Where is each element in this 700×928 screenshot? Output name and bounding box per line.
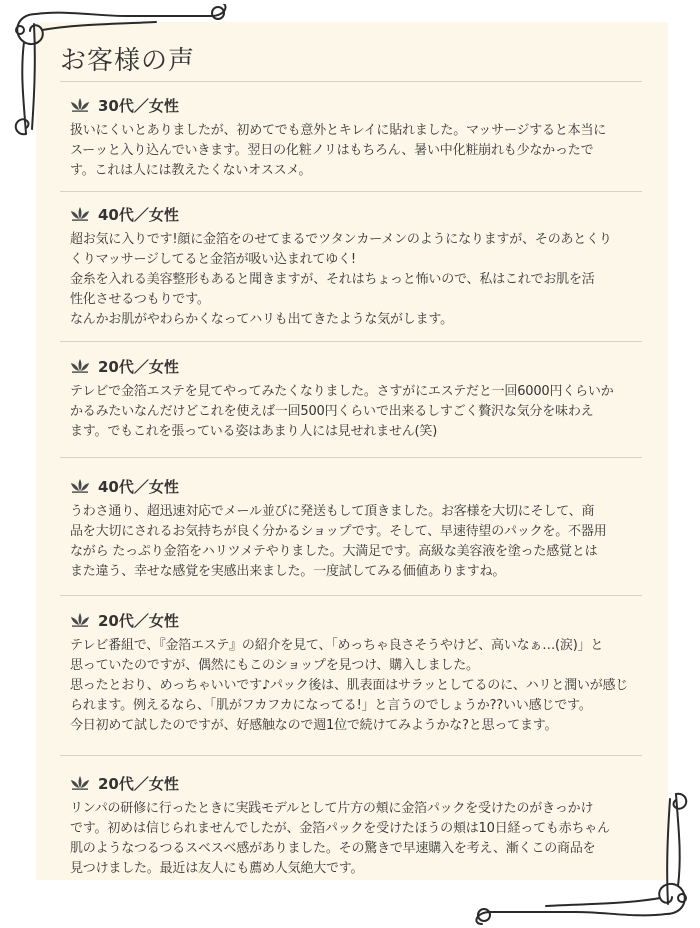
- review-item: [70, 204, 640, 330]
- review-line: かるみたいなんだけどこれを使えば一回500円くらいで出来るしすごく贅沢な気分を味わえ: [70, 404, 594, 419]
- review-line: ながら たっぷり金箔をハリツメテやりました。大満足です。高級な美容液を塗った感覚とは: [70, 544, 598, 559]
- reviewer-age-gender: 40代／女性: [98, 477, 179, 496]
- reviewer-age-gender: 20代／女性: [98, 357, 179, 376]
- review-line: す。これは人には教えたくないオススメ。: [70, 163, 312, 178]
- review-line: 肌のようなつるつるスベスベ感がありました。その驚きで早速購入を考え、漸くこの商品を: [70, 841, 596, 856]
- review-heading: [70, 610, 640, 630]
- review-item: [70, 95, 640, 181]
- review-line: 品を大切にされるお気持ちが良く分かるショップです。そして、早速待望のパックを。不器用: [70, 524, 607, 539]
- review-heading: [70, 356, 640, 376]
- review-heading: [70, 773, 640, 793]
- reviewer-age-gender: 20代／女性: [98, 611, 179, 630]
- review-text: [70, 230, 640, 330]
- review-line: テレビで金箔エステを見てやってみたくなりました。さすがにエステだと一回6000円くらいか: [70, 384, 614, 399]
- divider: [60, 595, 642, 596]
- review-text: [70, 502, 640, 582]
- review-line: テレビ番組で、『金箔エステ』の紹介を見て、「めっちゃ良さそうやけど、高いなぁ…(涙)」と: [70, 638, 604, 653]
- review-text: [70, 799, 640, 879]
- review-heading: [70, 95, 640, 115]
- reviewer-age-gender: 40代／女性: [98, 205, 179, 224]
- review-heading: [70, 476, 640, 496]
- reviewer-age-gender: 20代／女性: [98, 774, 179, 793]
- review-line: なんかお肌がやわらかくなってハリも出てきたような気がします。: [70, 312, 453, 327]
- lotus-icon: [70, 613, 90, 627]
- divider: [60, 341, 642, 342]
- review-line: くりマッサージしてると金箔が吸い込まれてゆく!: [70, 252, 356, 267]
- lotus-icon: [70, 359, 90, 373]
- lotus-icon: [70, 207, 90, 221]
- lotus-icon: [70, 98, 90, 112]
- review-heading: [70, 204, 640, 224]
- page-title: お客様の声: [60, 46, 196, 76]
- review-line: スーッと入り込んでいきます。翌日の化粧ノリはもちろん、暑い中化粧崩れも少なかったで: [70, 143, 594, 158]
- review-item: [70, 773, 640, 879]
- review-line: ます。でもこれを張っている姿はあまり人には見せれません(笑): [70, 424, 438, 439]
- review-text: [70, 636, 640, 736]
- review-item: [70, 476, 640, 582]
- review-line: うわさ通り、超迅速対応でメール並びに発送もして頂きました。お客様を大切にそして、商: [70, 504, 595, 519]
- review-line: 金糸を入れる美容整形もあると聞きますが、それはちょっと怖いので、私はこれでお肌を活: [70, 272, 595, 287]
- review-item: [70, 356, 640, 442]
- divider: [60, 755, 642, 756]
- review-line: 見つけました。最近は友人にも薦め人気絶大です。: [70, 861, 364, 876]
- review-line: また違う、幸せな感覚を実感出来ました。一度試してみる価値ありますね。: [70, 564, 506, 579]
- review-line: 扱いにくいとありましたが、初めてでも意外とキレイに貼れました。マッサージすると本当に: [70, 123, 607, 138]
- review-item: [70, 610, 640, 736]
- review-line: られます。例えるなら、「肌がフカフカになってる!」と言うのでしょうか??いい感じです。: [70, 698, 592, 713]
- lotus-icon: [70, 776, 90, 790]
- divider: [60, 81, 642, 82]
- reviewer-age-gender: 30代／女性: [98, 96, 179, 115]
- review-text: [70, 382, 640, 442]
- lotus-icon: [70, 479, 90, 493]
- review-line: 今日初めて試したのですが、好感触なので週1位で続けてみようかな?と思ってます。: [70, 718, 558, 733]
- divider: [60, 191, 642, 192]
- review-line: リンパの研修に行ったときに実践モデルとして片方の頬に金箔パックを受けたのがきっかけ: [70, 801, 594, 816]
- review-line: です。初めは信じられませんでしたが、金箔パックを受けたほうの頬は10日経っても赤ちゃん: [70, 821, 610, 836]
- review-line: 超お気に入りです!顔に金箔をのせてまるでツタンカーメンのようになりますが、そのあとくり: [70, 232, 612, 247]
- review-line: 性化させるつもりです。: [70, 292, 210, 307]
- review-text: [70, 121, 640, 181]
- divider: [60, 457, 642, 458]
- review-line: 思っていたのですが、偶然にもこのショップを見つけ、購入しました。: [70, 658, 479, 673]
- review-line: 思ったとおり、めっちゃいいです♪パック後は、肌表面はサラッとしてるのに、ハリと潤いが感じ: [70, 678, 629, 693]
